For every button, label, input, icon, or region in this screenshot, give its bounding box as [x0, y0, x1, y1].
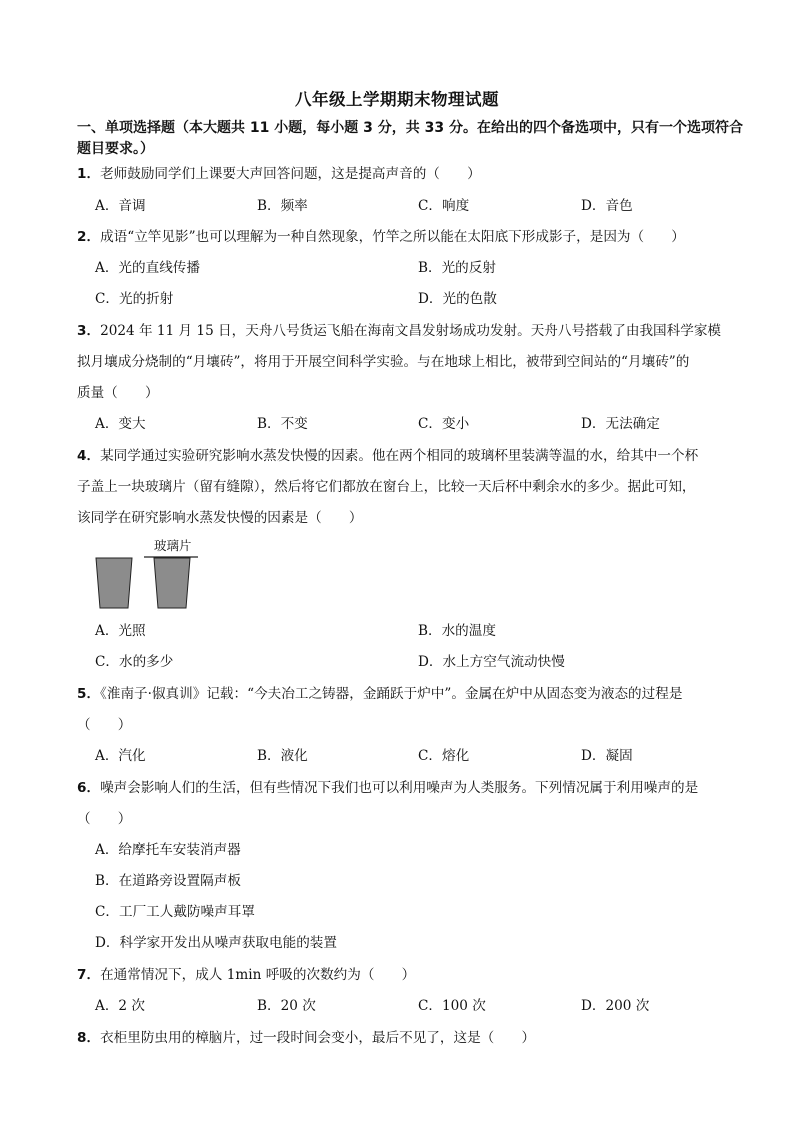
question-number: 1．	[77, 166, 101, 182]
question-text-continued: （ ）	[77, 811, 132, 827]
uncovered-glass	[96, 558, 132, 608]
question-3	[77, 321, 721, 341]
option-b: B．光的反射	[418, 260, 496, 276]
option-b: B．液化	[257, 748, 308, 764]
option-c: C．熔化	[418, 748, 470, 764]
figure-label: 玻璃片	[154, 538, 192, 553]
option-d: D．音色	[581, 198, 633, 214]
question-text: 2024 年 11 月 15 日，天舟八号货运飞船在海南文昌发射场成功发射。天舟八号搭载了由我国科学家模	[100, 323, 722, 339]
question-6	[77, 778, 698, 798]
question-number: 8．	[77, 1030, 101, 1046]
option-c: C．光的折射	[95, 291, 174, 307]
question-4	[77, 446, 698, 466]
question-2	[77, 227, 685, 247]
option-b: B．水的温度	[418, 623, 496, 639]
beakers-figure	[92, 536, 212, 614]
option-c: C．100 次	[418, 998, 486, 1014]
question-number: 6．	[77, 780, 101, 796]
option-b: B．不变	[257, 416, 308, 432]
option-a: A．变大	[95, 416, 146, 432]
question-7	[77, 965, 415, 985]
question-text: 成语“立竿见影”也可以理解为一种自然现象，竹竿之所以能在太阳底下形成影子，是因为（ ）	[100, 229, 685, 245]
question-text: 《淮南子·俶真训》记载：“今夫冶工之铸器，金踊跃于炉中”。金属在炉中从固态变为液态的过程是	[100, 686, 683, 702]
question-text-continued: 质量（ ）	[77, 385, 159, 401]
question-text: 在通常情况下，成人 1min 呼吸的次数约为（ ）	[100, 967, 416, 983]
option-a: A．音调	[95, 198, 146, 214]
question-text: 某同学通过实验研究影响水蒸发快慢的因素。他在两个相同的玻璃杯里装满等温的水，给其中一个杯	[100, 448, 699, 464]
question-number: 4．	[77, 448, 101, 464]
option-c: C．工厂工人戴防噪声耳罩	[95, 904, 255, 920]
question-text: 噪声会影响人们的生活，但有些情况下我们也可以利用噪声为人类服务。下列情况属于利用噪声的是	[100, 780, 699, 796]
option-a: A．光照	[95, 623, 146, 639]
question-1	[77, 164, 481, 184]
option-d: D．无法确定	[581, 416, 660, 432]
option-a: A．光的直线传播	[95, 260, 200, 276]
option-d: D．光的色散	[418, 291, 497, 307]
option-d: D．科学家开发出从噪声获取电能的装置	[95, 935, 337, 951]
option-b: B．20 次	[257, 998, 316, 1014]
question-text-continued: 子盖上一块玻璃片（留有缝隙），然后将它们都放在窗台上，比较一天后杯中剩余水的多少。据此可知，	[77, 479, 696, 495]
question-text: 衣柜里防虫用的樟脑片，过一段时间会变小，最后不见了，这是（ ）	[100, 1030, 536, 1046]
question-text-continued: 拟月壤成分烧制的“月壤砖”，将用于开展空间科学实验。与在地球上相比，被带到空间站的“月壤砖”的	[77, 354, 690, 370]
question-text-continued: 该同学在研究影响水蒸发快慢的因素是（ ）	[77, 510, 363, 526]
option-c: C．水的多少	[95, 654, 174, 670]
option-d: D．200 次	[581, 998, 650, 1014]
question-text: 老师鼓励同学们上课要大声回答问题，这是提高声音的（ ）	[100, 166, 481, 182]
page-title: 八年级上学期期末物理试题	[295, 90, 499, 109]
option-c: C．变小	[418, 416, 470, 432]
question-number: 2．	[77, 229, 101, 245]
option-d: D．凝固	[581, 748, 633, 764]
section-header: 一、单项选择题（本大题共 11 小题，每小题 3 分，共 33 分。在给出的四个备选项中，只有一个选项符合题目要求。）	[77, 120, 743, 157]
question-number: 5．	[77, 686, 101, 702]
option-b: B．在道路旁设置隔声板	[95, 873, 241, 889]
option-a: A．给摩托车安装消声器	[95, 842, 241, 858]
option-a: A．汽化	[95, 748, 146, 764]
option-b: B．频率	[257, 198, 308, 214]
question-number: 7．	[77, 967, 101, 983]
question-8	[77, 1028, 535, 1048]
option-c: C．响度	[418, 198, 470, 214]
question-text-continued: （ ）	[77, 717, 132, 733]
question-5	[77, 684, 682, 704]
question-number: 3．	[77, 323, 101, 339]
option-a: A．2 次	[95, 998, 145, 1014]
covered-glass	[154, 558, 190, 608]
option-d: D．水上方空气流动快慢	[418, 654, 565, 670]
